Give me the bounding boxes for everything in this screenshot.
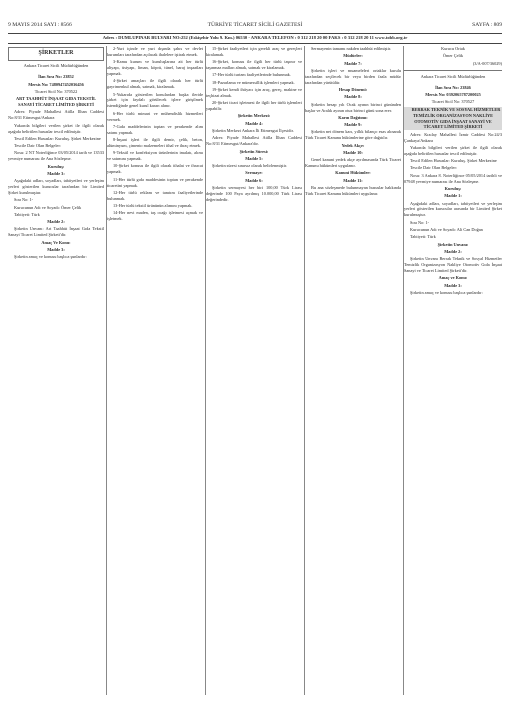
paragraph: Tescil Edilen Hususlar: Kuruluş. Şirket Merkezine xyxy=(410,158,497,164)
article-heading: Şirketin Merkezi: xyxy=(237,113,271,119)
section-title: ŞİRKETLER xyxy=(38,50,74,56)
paragraph: Tabiiyeti: Türk xyxy=(410,234,436,240)
paragraph: 9-Tekstil ve konfeksiyon ürünlerinin imalatı, alımı ve satımını yapmak. xyxy=(107,150,203,162)
paragraph: Şirketin net dönem karı, yıllık bilanço esas alınarak Türk Ticaret Kanunu hükümlerine göre dağıtılır. xyxy=(305,129,401,141)
founder-name: Ömer Çelik xyxy=(442,53,464,59)
column-4 xyxy=(305,46,401,695)
paragraph: Aşağıdaki adları, soyadları, tabiiyetleri ve yerleşim yerleri gösterilen kurucular arasında bir Limited Şirket kurulmuştur. xyxy=(404,200,502,218)
article-heading: Şirketin Unvanı: xyxy=(437,241,469,247)
registry-number: Ticaret Sicil No: 370527 xyxy=(431,99,475,105)
paragraph: Şirketin süresi sınırsız olarak belirlenmiştir. xyxy=(212,163,288,169)
column-1 xyxy=(8,46,104,695)
paragraph: Şirketin Merkezi Ankara İli Etimesgut İlçesidir. xyxy=(212,128,294,133)
article-heading: Şirketin Süresi: xyxy=(239,148,269,154)
paragraph: Şirketin sermayesi her biri 100,00 Türk Lirası değerinde 100 Paya ayrılmış 10.000,00 Türk Lirası değerindedir. xyxy=(206,184,302,202)
mersis-number: Mersis No: 7480947452036456 xyxy=(28,81,84,87)
article-heading: Karın Dağıtımı: xyxy=(338,114,368,120)
paragraph: Şirketin işleri ve muameleleri ortaklar kurulu tarafından seçilecek bir veya birden fazla müdür tarafından yürütülür. xyxy=(305,67,401,85)
content-columns xyxy=(8,46,502,695)
article-number: Madde 9: xyxy=(344,122,362,128)
paragraph: Tescile Dair Olan Belgeler: xyxy=(410,165,458,171)
paragraph: Şirketin amaç ve konusu başlıca şunlardır: xyxy=(410,289,483,295)
company-address: Adres: Kızılay Mahallesi İzmir Caddesi No:24/3 Çankaya/Ankara xyxy=(404,131,502,143)
article-number: Madde 3: xyxy=(47,170,65,176)
paragraph: Yukarıda bilgileri verilen şirket ile ilgili olarak aşağıda belirtilen hususlar tescil edilmiştir. xyxy=(404,144,502,156)
registry-office: Ankara Ticaret Sicili Müdürlüğünden xyxy=(23,63,89,68)
column-2 xyxy=(107,46,203,695)
address-line: Adres : DUMLUPINAR BULVARI NO:252 (Eskişehir Yolu 9. Km.) 06530 - ANKARA TELEFON : 0 312 218 20 00 FAKS : 0 312 218 20 11 www.tobb.org.tr xyxy=(102,35,408,40)
page-header xyxy=(8,18,502,32)
paragraph: Sıra No: 1- xyxy=(14,197,34,203)
company-address: Adres: Piyade Mahallesi Atilla Ilhan Caddesi No:8/31 Etimesgut/Ankara xyxy=(8,109,104,121)
article-heading: Sermaye: xyxy=(245,170,263,176)
notice-separator xyxy=(404,70,502,71)
paragraph: 3-Kamu kurum ve kuruluşlarına ait her türlü altyapı, üstyapı, liman, köprü, tünel, baraj inşaatları yapmak. xyxy=(107,59,203,77)
paragraph: Aşağıdaki adları, soyadları, tabiiyetleri ve yerleşim yerleri gösterilen kurucular tarafından bir Limited Şirket kurulmuştur. xyxy=(8,178,104,195)
paragraph: Nosu: 3 Ankara 8. Noterliğince 05/05/2014 tarihli ve 07948 yevmiye numarası ile Ana Sözleşme. xyxy=(404,172,502,184)
article-number: Madde 8: xyxy=(344,94,362,100)
article-heading: Amaç ve Konu: xyxy=(438,275,468,281)
paragraph: Sıra No: 1- xyxy=(410,219,430,225)
section-box xyxy=(8,47,104,61)
article-heading: Müdürler: xyxy=(343,53,363,59)
registry-office: Ankara Ticaret Sicili Müdürlüğünden xyxy=(420,73,486,79)
article-heading: Hesap Dönemi: xyxy=(338,87,368,92)
paragraph: Nosu: 2 NT Noterliğince 03/05/2014 tarih ve 13533 yevmiye numarası ile Ana Sözleşme. xyxy=(8,150,104,162)
article-number: Madde 2: xyxy=(47,219,65,225)
paragraph: Tescil Edilen Hususlar: Kuruluş. Şirket Merkezine xyxy=(14,135,101,141)
paragraph: 11-Her türlü gıda maddesinin toptan ve perakende ticaretini yapmak. xyxy=(107,176,203,188)
paragraph: Şirketin hesap yılı Ocak ayının birinci gününden başlar ve Aralık ayının otuz birinci günü sona erer. xyxy=(305,101,401,113)
paragraph: 8-İnşaat işleri ile ilgili demir, çelik, beton, alüminyum, çimento malzemeleri ithal ve ihraç etmek. xyxy=(107,137,203,148)
article-number: Madde 4: xyxy=(245,120,263,126)
paragraph: 17-Her türlü turizm faaliyetlerinde bulunmak. xyxy=(212,72,291,78)
article-number: Madde 3: xyxy=(444,282,462,288)
article-number: Madde 10: xyxy=(343,149,363,155)
paragraph: Kurucunun Adı ve Soyadı: Ömer Çelik xyxy=(14,204,82,210)
paragraph: 20-Şirket ticari işletmesi ile ilgili her türlü işlemleri yapabilir. xyxy=(206,100,302,112)
article-number: Madde 11: xyxy=(343,177,363,183)
paragraph: Kurucunun Adı ve Soyadı: Ali Can Doğan xyxy=(410,226,483,232)
company-name: BERRAK TEKNİK VE SOSYAL HİZMETLER TEMİZLİK ORGANİZASYON NAKLİYE OTOMOTİV GIDA İNŞAAT SANAYİ VE TİCARET LİMİTED ŞİRKETİ xyxy=(404,107,502,131)
paragraph: Genel kanuni yedek akçe ayrılmasında Türk Ticaret Kanunu hükümleri uygulanır. xyxy=(305,157,401,169)
article-heading: Kuruluş: xyxy=(444,185,462,191)
paragraph: 18-Pazarlama ve mümessillik işlemleri yapmak. xyxy=(212,79,295,85)
article-number: Madde 6: xyxy=(245,177,263,183)
paragraph: 4-Şirket amaçları ile ilgili olarak her türlü gayrimenkul almak, satmak, kiralamak. xyxy=(107,78,203,90)
paragraph: Adres: Piyade Mahallesi Atilla İlhan Caddesi No:8/31 Etimesgut/Ankara'dır. xyxy=(206,135,302,147)
issue-date: 9 MAYIS 2014 SAYI : 8566 xyxy=(8,22,72,28)
paragraph: 2-Yurt içinde ve yurt dışında şahıs ve devlet kurumları tarafından açılacak ihalelere iştirak etmek. xyxy=(107,46,203,57)
founder-label: Kurucu Ortak xyxy=(441,46,465,51)
paragraph: Şirketin amaç ve konusu başlıca şunlardır: xyxy=(14,254,87,260)
paragraph: 14-Her nevi maden, taş ocağı işletmesi açmak ve işletmek. xyxy=(107,210,203,222)
paragraph: Tabiiyeti: Türk xyxy=(14,211,40,217)
notice-number: İlan Sıra No: 23852 xyxy=(38,74,74,80)
paragraph: Sermayenin tamamı nakden taahhüt edilmiştir. xyxy=(311,46,392,51)
article-number: Madde 1: xyxy=(444,193,462,199)
article-heading: Kuruluş: xyxy=(47,163,65,169)
paragraph: 5-Yukarıda gösterilen konulardan başka ileride şirket için faydalı görülecek işlere girişilmek istendiğinde genel kurul kararı alınır. xyxy=(107,91,203,109)
column-5 xyxy=(404,46,502,695)
paragraph: Şirketin Unvanı: Art Taahhüt İnşaat Gıda Tekstil Sanayi Ticaret Limited Şirketi'dir. xyxy=(8,226,104,238)
article-number: Madde 2: xyxy=(444,248,462,254)
address-rule xyxy=(8,43,502,44)
paragraph: 19-Şirket kendi ihtiyacı için araç, gereç, makine ve teçhizat almak. xyxy=(206,87,302,98)
page-number: SAYFA : 809 xyxy=(472,22,502,28)
paragraph: Şirketin Unvanı Berrak Teknik ve Sosyal Hizmetler Temizlik Organizasyon Nakliye Otomotiv Gıda İnşaat Sanayi ve Ticaret Limited Şirketi'dir. xyxy=(404,256,502,273)
company-name: ART TAAHHÜT İNŞAAT GIDA TEKSTİL SANAYİ TİCARET LİMİTED ŞİRKETİ xyxy=(15,96,96,108)
paragraph: 15-Şirket faaliyetleri için gerekli araç ve gereçleri kiralamak. xyxy=(206,46,302,57)
paragraph: 6-Her türlü mimari ve mühendislik hizmetleri vermek. xyxy=(107,110,203,122)
mersis-number: Mersis No: 0392065787200025 xyxy=(425,92,481,98)
paragraph: 12-Her türlü reklam ve tanıtım faaliyetlerinde bulunmak. xyxy=(107,189,203,201)
paragraph: 10-Şirket konusu ile ilgili olarak ithalat ve ihracat yapmak. xyxy=(107,163,203,175)
article-heading: Kanuni Hükümler: xyxy=(335,170,371,176)
paragraph: Bu ana sözleşmede bulunmayan hususlar hakkında Türk Ticaret Kanunu hükümleri uygulanır. xyxy=(305,184,401,196)
paragraph: Tescile Dair Olan Belgeler: xyxy=(14,143,62,149)
paragraph: 7-Gıda maddelerinin toptan ve perakende alım satımı yapmak. xyxy=(107,123,203,135)
notice-number: İlan Sıra No: 23846 xyxy=(435,84,471,90)
paragraph: 16-Şirket, konusu ile ilgili her türlü taşınır ve taşınmaz malları almak, satmak ve kiralamak. xyxy=(206,59,302,71)
article-number: Madde 3: xyxy=(47,246,65,252)
column-3 xyxy=(206,46,302,695)
article-heading: Yedek Akçe: xyxy=(341,142,365,148)
paragraph: Yukarıda bilgileri verilen şirket ile ilgili olarak aşağıda belirtilen hususlar tescil edilmiştir. xyxy=(8,122,104,134)
gazette-title: TÜRKİYE TİCARET SİCİLİ GAZETESİ xyxy=(207,22,303,28)
paragraph: 13-Her türlü tekstil ürününün alımını yapmak. xyxy=(113,203,193,209)
header-rule xyxy=(8,33,502,34)
article-number: Madde 7: xyxy=(344,60,362,66)
article-heading: Amaç Ve Konu: xyxy=(41,239,71,245)
reference-code: (3/A-007/36029) xyxy=(472,60,502,66)
registry-number: Ticaret Sicil No: 370522 xyxy=(34,88,78,94)
article-number: Madde 5: xyxy=(245,155,263,161)
